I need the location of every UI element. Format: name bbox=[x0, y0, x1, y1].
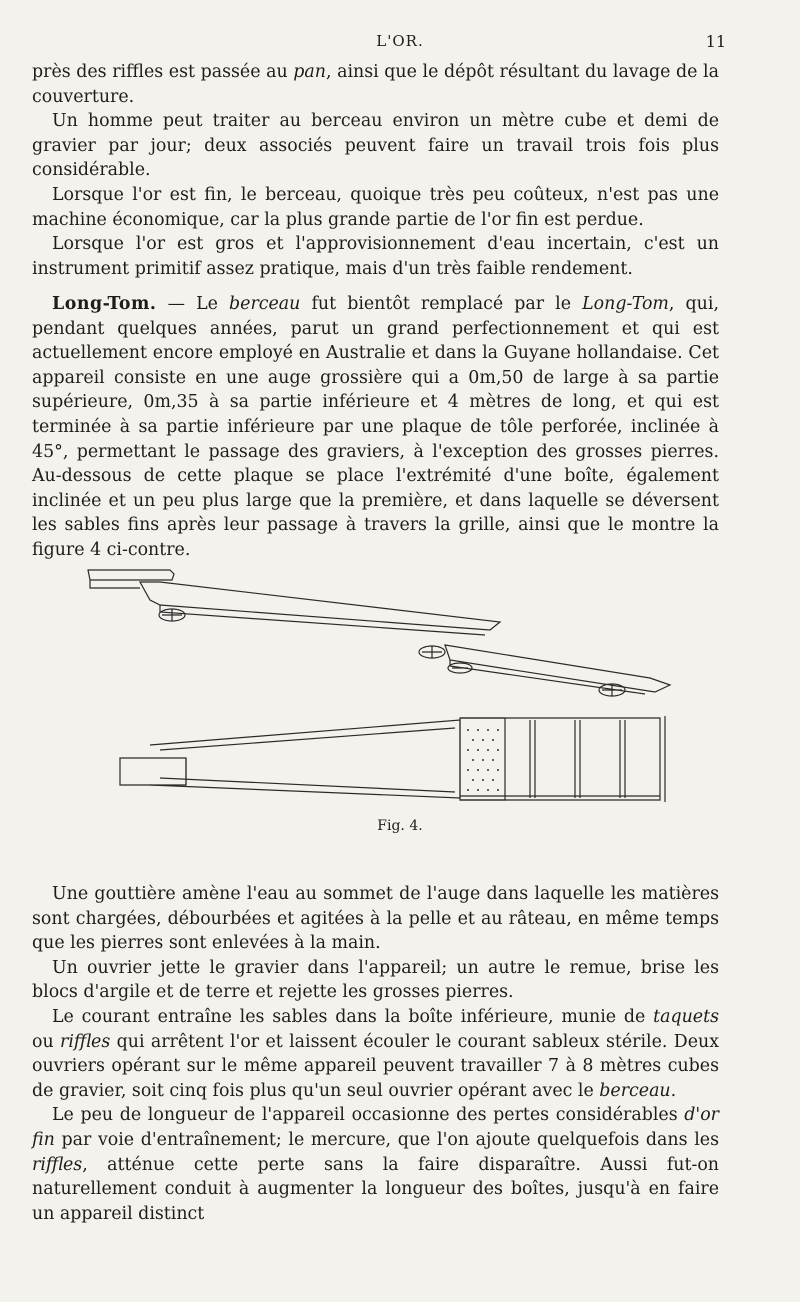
text-block-bottom bbox=[32, 882, 719, 1226]
paragraph-coarse-gold: Lorsque l'or est gros et l'approvisionnement d'eau incertain, c'est un instrument primitif assez pratique, mais d'un très faible rendement. bbox=[32, 234, 719, 279]
section-heading-long-tom: Long-Tom. bbox=[52, 294, 157, 314]
figure-long-tom bbox=[80, 560, 700, 810]
figure-caption: Fig. 4. bbox=[377, 818, 423, 834]
running-title: L'OR. bbox=[376, 32, 424, 50]
paragraph-riffles: Le courant entraîne les sables dans la boîte inférieure, munie de taquets ou riffles qui arrêtent l'or et laissent écouler le courant sableux stérile. Deux ouvriers opérant sur le même appareil peuvent travailler 7 à 8 mètres cubes de gravier, soit cinq fois plus qu'un seul ouvrier opérant avec le berceau. bbox=[32, 1006, 719, 1101]
paragraph-capacity: Un homme peut traiter au berceau environ un mètre cube et demi de gravier par jour; deux associés peuvent faire un travail trois fois plus considérable. bbox=[32, 111, 719, 181]
paragraph-losses: Le peu de longueur de l'appareil occasionne des pertes considérables d'or fin par voie d'entraînement; le mercure, que l'on ajoute quelquefois dans les riffles, atténue cette perte sans la faire disparaître. Aussi fut-on naturellement conduit à augmenter la longueur des boîtes, jusqu'à en faire un appareil distinct bbox=[32, 1105, 719, 1224]
paragraph-workers: Un ouvrier jette le gravier dans l'appareil; un autre le remue, brise les blocs d'argile et de terre et rejette les grosses pierres. bbox=[32, 957, 719, 1003]
text-block-top bbox=[32, 60, 719, 281]
paragraph-pan: près des riffles est passée au pan, ainsi que le dépôt résultant du lavage de la couverture. bbox=[32, 62, 719, 107]
text-block-long-tom bbox=[32, 292, 719, 563]
paragraph-water-gutter: Une gouttière amène l'eau au sommet de l'auge dans laquelle les matières sont chargées, débourbées et agitées à la pelle et au râteau, en même temps que les pierres sont enlevées à la main. bbox=[32, 884, 719, 954]
long-tom-illustration bbox=[80, 560, 700, 810]
paragraph-long-tom: Long-Tom. — Le berceau fut bientôt remplacé par le Long-Tom, qui, pendant quelques années, parut un grand perfectionnement et qui est actuellement encore employé en Australie et dans la Guyane hollandaise. Cet appareil consiste en une auge grossière qui a 0m,50 de large à sa partie supérieure, 0m,35 à sa partie inférieure et 4 mètres de long, et qui est terminée à sa partie inférieure par une plaque de tôle perforée, inclinée à 45°, permettant le passage des graviers, à l'exception des grosses pierres. Au-dessous de cette plaque se place l'extrémité d'une boîte, également inclinée et un peu plus large que la première, et dans laquelle se déversent les sables fins après leur passage à travers la grille, ainsi que le montre la figure 4 ci-contre. bbox=[32, 294, 719, 560]
running-head bbox=[0, 30, 800, 54]
paragraph-fine-gold: Lorsque l'or est fin, le berceau, quoique très peu coûteux, n'est pas une machine économique, car la plus grande partie de l'or fin est perdue. bbox=[32, 184, 719, 230]
page-number: 11 bbox=[705, 32, 726, 51]
